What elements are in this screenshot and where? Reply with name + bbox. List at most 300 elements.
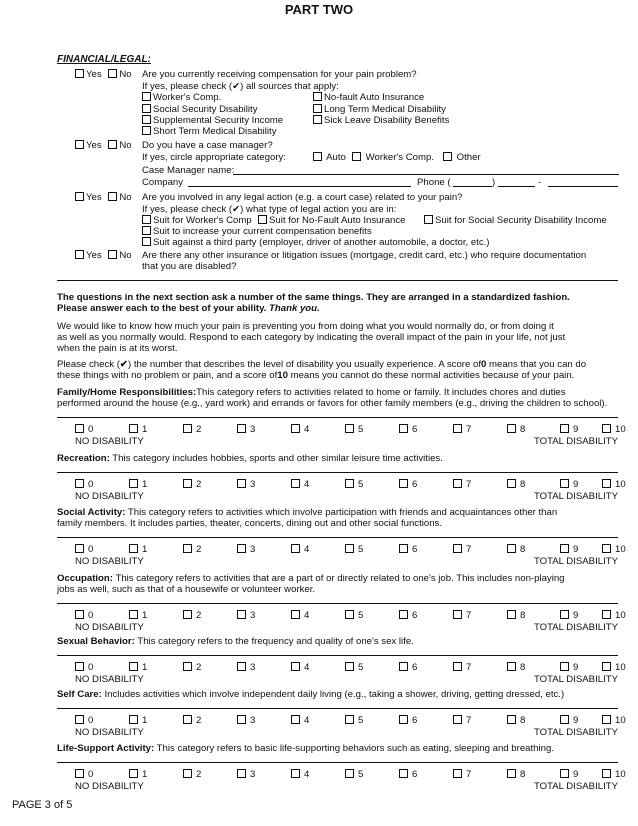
category-4-option-6[interactable]	[399, 662, 417, 673]
category-5-option-4[interactable]	[291, 715, 309, 726]
category-4-option-0-label: 0	[88, 662, 94, 673]
intro-p2b: as well as you normally would. Respond to each category by indicating the overall impact of the pain in your life, not just	[57, 332, 566, 343]
category-0-high-label: TOTAL DISABILITY	[533, 436, 618, 447]
category-6-high-label: TOTAL DISABILITY	[533, 781, 618, 792]
category-1-option-10[interactable]	[602, 479, 626, 490]
category-3-heading	[57, 573, 622, 584]
category-6-option-4-label: 4	[304, 769, 310, 780]
category-4-option-10-label: 10	[615, 662, 626, 673]
q3-opt-1-checkbox[interactable]	[258, 215, 267, 224]
category-2-option-6-label: 6	[412, 544, 418, 555]
category-6-option-9[interactable]	[560, 769, 578, 780]
category-0-option-7-checkbox[interactable]	[453, 424, 462, 433]
category-5-option-6[interactable]	[399, 715, 417, 726]
category-1-high-label: TOTAL DISABILITY	[533, 491, 618, 502]
category-1-option-8-checkbox[interactable]	[507, 479, 516, 488]
category-5-option-5[interactable]	[345, 715, 363, 726]
category-3-option-3[interactable]	[237, 610, 255, 621]
category-1-option-3[interactable]	[237, 479, 255, 490]
phone-area-field[interactable]	[453, 186, 492, 187]
category-6-option-1-label: 1	[142, 769, 148, 780]
q1-opt-4-checkbox[interactable]	[142, 115, 151, 124]
category-5-option-5-checkbox[interactable]	[345, 715, 354, 724]
category-5-rule	[57, 708, 618, 709]
q1-opt-2	[142, 104, 258, 115]
category-1-option-2[interactable]	[183, 479, 201, 490]
category-3-option-2-checkbox[interactable]	[183, 610, 192, 619]
category-1-option-2-checkbox[interactable]	[183, 479, 192, 488]
q4-answer-line[interactable]	[57, 280, 618, 281]
category-6-option-8-checkbox[interactable]	[507, 769, 516, 778]
category-3-option-3-checkbox[interactable]	[237, 610, 246, 619]
category-4-option-2-label: 2	[196, 662, 202, 673]
category-4-option-1-label: 1	[142, 662, 148, 673]
category-5-option-1-label: 1	[142, 715, 148, 726]
category-5-option-10[interactable]	[602, 715, 626, 726]
category-6-option-6-label: 6	[412, 769, 418, 780]
category-3-option-7-label: 7	[466, 610, 472, 621]
q1-opt-2-label: Social Security Disability	[153, 104, 258, 115]
category-2-option-5[interactable]	[345, 544, 363, 555]
category-6-option-1-checkbox[interactable]	[129, 769, 138, 778]
q1-opt-5-checkbox[interactable]	[313, 115, 322, 124]
category-3-option-4-checkbox[interactable]	[291, 610, 300, 619]
category-1-option-4-checkbox[interactable]	[291, 479, 300, 488]
q2-opt-0-label: Auto	[326, 152, 346, 163]
category-2-option-0-checkbox[interactable]	[75, 544, 84, 553]
intro-bold-1: The questions in the next section ask a number of the same things. They are arranged in a standardized fashion.	[57, 292, 570, 303]
category-4-desc-1: This category refers to the frequency and quality of one's sex life.	[134, 636, 414, 647]
category-4-option-7[interactable]	[453, 662, 471, 673]
category-3-option-0[interactable]	[75, 610, 93, 621]
q1-opt-1-label: No-fault Auto Insurance	[324, 92, 425, 103]
q3-opt-4-label: Suit against a third party (employer, driver of another automobile, a doctor, etc.)	[153, 237, 490, 248]
category-4-option-2-checkbox[interactable]	[183, 662, 192, 671]
category-6-option-9-checkbox[interactable]	[560, 769, 569, 778]
q3-opt-3-label: Suit to increase your current compensation benefits	[153, 226, 372, 237]
category-3-option-5-label: 5	[358, 610, 364, 621]
category-5-option-9-checkbox[interactable]	[560, 715, 569, 724]
category-0-option-0-checkbox[interactable]	[75, 424, 84, 433]
category-2-option-6[interactable]	[399, 544, 417, 555]
category-5-option-2-checkbox[interactable]	[183, 715, 192, 724]
category-3-option-8-label: 8	[520, 610, 526, 621]
category-5-high-label: TOTAL DISABILITY	[533, 727, 618, 738]
category-0-scale	[75, 424, 626, 448]
category-2-option-8[interactable]	[507, 544, 525, 555]
category-4-option-5-label: 5	[358, 662, 364, 673]
q1-yes-checkbox[interactable]	[75, 69, 84, 78]
yes-label: Yes	[86, 140, 102, 151]
category-5-option-0[interactable]	[75, 715, 93, 726]
category-6-option-3[interactable]	[237, 769, 255, 780]
category-0-option-6[interactable]	[399, 424, 417, 435]
category-4-option-3-checkbox[interactable]	[237, 662, 246, 671]
category-5-scale	[75, 715, 626, 739]
category-5-option-7-checkbox[interactable]	[453, 715, 462, 724]
category-2-option-1[interactable]	[129, 544, 147, 555]
category-1-option-1-label: 1	[142, 479, 148, 490]
category-6-option-5[interactable]	[345, 769, 363, 780]
category-3-option-1-checkbox[interactable]	[129, 610, 138, 619]
q1-opt-6-checkbox[interactable]	[142, 126, 151, 135]
category-1-option-0[interactable]	[75, 479, 93, 490]
page-title: PART TWO	[284, 2, 354, 17]
category-4-option-8[interactable]	[507, 662, 525, 673]
category-4-rule	[57, 655, 618, 656]
category-6-option-5-checkbox[interactable]	[345, 769, 354, 778]
category-0-option-5-checkbox[interactable]	[345, 424, 354, 433]
category-1-option-6-checkbox[interactable]	[399, 479, 408, 488]
category-6-option-0[interactable]	[75, 769, 93, 780]
category-5-option-3-checkbox[interactable]	[237, 715, 246, 724]
category-6-option-4-checkbox[interactable]	[291, 769, 300, 778]
q1-opt-3-label: Long Term Medical Disability	[324, 104, 446, 115]
q3-yes-no	[75, 192, 132, 203]
category-1-option-1-checkbox[interactable]	[129, 479, 138, 488]
category-4-option-1[interactable]	[129, 662, 147, 673]
category-6-option-2[interactable]	[183, 769, 201, 780]
category-5-option-8-checkbox[interactable]	[507, 715, 516, 724]
q2-no-checkbox[interactable]	[108, 140, 117, 149]
category-3-option-8[interactable]	[507, 610, 525, 621]
category-5-low-label: NO DISABILITY	[75, 727, 144, 738]
category-1-option-6[interactable]	[399, 479, 417, 490]
category-5-option-1-checkbox[interactable]	[129, 715, 138, 724]
category-0-option-10-checkbox[interactable]	[602, 424, 611, 433]
no-label: No	[119, 69, 132, 80]
category-2-option-1-checkbox[interactable]	[129, 544, 138, 553]
category-2-option-9[interactable]	[560, 544, 578, 555]
category-0-option-2[interactable]	[183, 424, 201, 435]
category-2-option-8-checkbox[interactable]	[507, 544, 516, 553]
q4-yes-no	[75, 250, 132, 261]
category-0-option-4[interactable]	[291, 424, 309, 435]
category-3-option-9[interactable]	[560, 610, 578, 621]
intro-p3b-ten: 10	[277, 370, 288, 381]
category-0-option-4-checkbox[interactable]	[291, 424, 300, 433]
category-6-option-7-checkbox[interactable]	[453, 769, 462, 778]
category-0-option-10[interactable]	[602, 424, 626, 435]
q4-yes-checkbox[interactable]	[75, 250, 84, 259]
category-6-option-2-checkbox[interactable]	[183, 769, 192, 778]
category-0-option-9-label: 9	[573, 424, 579, 435]
q3-opt-4-checkbox[interactable]	[142, 237, 151, 246]
category-0-option-5[interactable]	[345, 424, 363, 435]
category-1-option-3-checkbox[interactable]	[237, 479, 246, 488]
category-3-option-0-checkbox[interactable]	[75, 610, 84, 619]
category-5-option-4-label: 4	[304, 715, 310, 726]
category-6-option-1[interactable]	[129, 769, 147, 780]
q2-opt-0	[313, 152, 346, 163]
category-3-option-8-checkbox[interactable]	[507, 610, 516, 619]
category-5-label: Self Care:	[57, 689, 102, 700]
section-label: FINANCIAL/LEGAL:	[57, 54, 151, 65]
category-5-option-10-checkbox[interactable]	[602, 715, 611, 724]
category-4-option-7-checkbox[interactable]	[453, 662, 462, 671]
phone-label: Phone (	[417, 177, 451, 188]
category-5-option-7[interactable]	[453, 715, 471, 726]
intro-p2a: We would like to know how much your pain is preventing you from doing what you would normally do, or from doing it	[57, 321, 554, 332]
category-6-option-0-label: 0	[88, 769, 94, 780]
category-3-scale	[75, 610, 626, 634]
category-1-low-label: NO DISABILITY	[75, 491, 144, 502]
q2-opt-1-checkbox[interactable]	[352, 152, 361, 161]
q1-opt-0-checkbox[interactable]	[142, 92, 151, 101]
intro-p3a	[57, 359, 622, 370]
category-6-option-3-checkbox[interactable]	[237, 769, 246, 778]
category-3-option-2[interactable]	[183, 610, 201, 621]
category-2-option-2-label: 2	[196, 544, 202, 555]
category-2-option-8-label: 8	[520, 544, 526, 555]
category-6-option-8[interactable]	[507, 769, 525, 780]
category-3-option-9-checkbox[interactable]	[560, 610, 569, 619]
category-3-option-4-label: 4	[304, 610, 310, 621]
category-3-option-6-checkbox[interactable]	[399, 610, 408, 619]
no-label: No	[119, 140, 132, 151]
category-6-option-0-checkbox[interactable]	[75, 769, 84, 778]
category-1-option-1[interactable]	[129, 479, 147, 490]
category-0-option-9[interactable]	[560, 424, 578, 435]
category-0-option-5-label: 5	[358, 424, 364, 435]
category-5-option-9[interactable]	[560, 715, 578, 726]
category-5-heading	[57, 689, 622, 700]
category-4-option-5[interactable]	[345, 662, 363, 673]
category-1-option-7[interactable]	[453, 479, 471, 490]
category-5-option-9-label: 9	[573, 715, 579, 726]
category-6-option-10-checkbox[interactable]	[602, 769, 611, 778]
q2-opt-2-checkbox[interactable]	[443, 152, 452, 161]
category-0-option-1-checkbox[interactable]	[129, 424, 138, 433]
category-3-option-7[interactable]	[453, 610, 471, 621]
category-1-option-10-checkbox[interactable]	[602, 479, 611, 488]
category-2-option-4-label: 4	[304, 544, 310, 555]
category-3-option-10[interactable]	[602, 610, 626, 621]
q2-opt-0-checkbox[interactable]	[313, 152, 322, 161]
category-0-option-1[interactable]	[129, 424, 147, 435]
category-1-option-9[interactable]	[560, 479, 578, 490]
category-6-option-4[interactable]	[291, 769, 309, 780]
category-3-option-2-label: 2	[196, 610, 202, 621]
category-3-option-4[interactable]	[291, 610, 309, 621]
intro-p3a-1: Please check (	[57, 359, 120, 370]
category-2-option-3[interactable]	[237, 544, 255, 555]
category-5-option-8[interactable]	[507, 715, 525, 726]
company-field[interactable]	[188, 186, 411, 187]
category-6-option-8-label: 8	[520, 769, 526, 780]
category-1-option-10-label: 10	[615, 479, 626, 490]
q4-no-checkbox[interactable]	[108, 250, 117, 259]
category-4-option-5-checkbox[interactable]	[345, 662, 354, 671]
phone-close: )	[492, 177, 496, 188]
category-4-option-10-checkbox[interactable]	[602, 662, 611, 671]
page-footer: PAGE 3 of 5	[12, 799, 73, 811]
category-5-option-6-checkbox[interactable]	[399, 715, 408, 724]
intro-p2c: when the pain is at its worst.	[57, 343, 178, 354]
case-manager-label: Case Manager name:	[142, 165, 235, 176]
category-1-option-5-checkbox[interactable]	[345, 479, 354, 488]
category-5-option-3[interactable]	[237, 715, 255, 726]
category-4-option-0[interactable]	[75, 662, 93, 673]
category-1-option-8[interactable]	[507, 479, 525, 490]
category-2-option-5-checkbox[interactable]	[345, 544, 354, 553]
category-4-option-0-checkbox[interactable]	[75, 662, 84, 671]
category-1-option-4-label: 4	[304, 479, 310, 490]
q1-opt-1	[313, 92, 424, 103]
category-4-option-4-label: 4	[304, 662, 310, 673]
category-6-option-6[interactable]	[399, 769, 417, 780]
category-3-option-1[interactable]	[129, 610, 147, 621]
category-2-option-9-label: 9	[573, 544, 579, 555]
category-3-high-label: TOTAL DISABILITY	[533, 622, 618, 633]
category-0-option-3-checkbox[interactable]	[237, 424, 246, 433]
category-2-option-0[interactable]	[75, 544, 93, 555]
category-4-option-8-checkbox[interactable]	[507, 662, 516, 671]
category-2-option-10[interactable]	[602, 544, 626, 555]
q3-opt-3-checkbox[interactable]	[142, 226, 151, 235]
category-2-option-7-checkbox[interactable]	[453, 544, 462, 553]
category-4-option-7-label: 7	[466, 662, 472, 673]
category-2-option-9-checkbox[interactable]	[560, 544, 569, 553]
category-1-option-0-checkbox[interactable]	[75, 479, 84, 488]
category-3-option-10-checkbox[interactable]	[602, 610, 611, 619]
category-4-option-1-checkbox[interactable]	[129, 662, 138, 671]
category-4-option-10[interactable]	[602, 662, 626, 673]
category-4-option-6-label: 6	[412, 662, 418, 673]
category-3-option-6[interactable]	[399, 610, 417, 621]
q1-opt-3-checkbox[interactable]	[313, 104, 322, 113]
category-0-option-8-label: 8	[520, 424, 526, 435]
category-2-option-3-checkbox[interactable]	[237, 544, 246, 553]
category-0-desc-2: performed around the house (e.g., yard work) and errands or favors for other family members (e.g., driving the children to school).	[57, 398, 608, 409]
category-2-option-2-checkbox[interactable]	[183, 544, 192, 553]
category-4-option-3[interactable]	[237, 662, 255, 673]
category-3-label: Occupation:	[57, 573, 113, 584]
category-0-option-8-checkbox[interactable]	[507, 424, 516, 433]
category-4-option-4[interactable]	[291, 662, 309, 673]
yes-label: Yes	[86, 192, 102, 203]
category-2-option-10-checkbox[interactable]	[602, 544, 611, 553]
category-4-option-6-checkbox[interactable]	[399, 662, 408, 671]
phone-dash: -	[538, 177, 542, 188]
category-1-heading	[57, 453, 622, 464]
intro-p3b-2: means you cannot do these normal activities because of your pain.	[287, 370, 575, 381]
category-3-option-1-label: 1	[142, 610, 148, 621]
category-6-option-7[interactable]	[453, 769, 471, 780]
category-5-option-6-label: 6	[412, 715, 418, 726]
category-0-option-0[interactable]	[75, 424, 93, 435]
q3-yes-checkbox[interactable]	[75, 192, 84, 201]
category-4-option-9[interactable]	[560, 662, 578, 673]
category-5-option-1[interactable]	[129, 715, 147, 726]
category-0-option-1-label: 1	[142, 424, 148, 435]
q3-no-checkbox[interactable]	[108, 192, 117, 201]
category-0-option-4-label: 4	[304, 424, 310, 435]
q3-opt-2-label: Suit for Social Security Disability Income	[435, 215, 607, 226]
category-2-desc-2: family members. It includes parties, theater, concerts, dining out and other social functions.	[57, 518, 443, 529]
category-6-option-6-checkbox[interactable]	[399, 769, 408, 778]
q3-opt-2-checkbox[interactable]	[424, 215, 433, 224]
phone-prefix-field[interactable]	[498, 186, 535, 187]
intro-p3a-2: ) the number that describes the level of disability you usually experience. A score of	[127, 359, 481, 370]
category-1-option-7-checkbox[interactable]	[453, 479, 462, 488]
category-5-option-8-label: 8	[520, 715, 526, 726]
category-0-option-3[interactable]	[237, 424, 255, 435]
q1-opt-2-checkbox[interactable]	[142, 104, 151, 113]
category-4-scale	[75, 662, 626, 686]
category-3-option-5[interactable]	[345, 610, 363, 621]
category-3-option-9-label: 9	[573, 610, 579, 621]
q1-no-checkbox[interactable]	[108, 69, 117, 78]
q2-sub: If yes, circle appropriate category:	[142, 152, 286, 163]
intro-p3b	[57, 370, 622, 381]
category-3-option-10-label: 10	[615, 610, 626, 621]
q4-text-1: Are there any other insurance or litigation issues (mortgage, credit card, etc.) who require documentation	[142, 250, 587, 261]
category-4-option-9-checkbox[interactable]	[560, 662, 569, 671]
category-2-option-4-checkbox[interactable]	[291, 544, 300, 553]
category-6-option-10-label: 10	[615, 769, 626, 780]
category-5-option-2[interactable]	[183, 715, 201, 726]
q3-opt-0-checkbox[interactable]	[142, 215, 151, 224]
category-5-option-0-checkbox[interactable]	[75, 715, 84, 724]
category-5-option-4-checkbox[interactable]	[291, 715, 300, 724]
category-3-option-7-checkbox[interactable]	[453, 610, 462, 619]
category-1-option-9-checkbox[interactable]	[560, 479, 569, 488]
category-1-option-2-label: 2	[196, 479, 202, 490]
category-1-option-6-label: 6	[412, 479, 418, 490]
category-1-option-4[interactable]	[291, 479, 309, 490]
category-1-option-9-label: 9	[573, 479, 579, 490]
q2-yes-checkbox[interactable]	[75, 140, 84, 149]
category-5-option-0-label: 0	[88, 715, 94, 726]
q1-opt-3	[313, 104, 446, 115]
category-5-option-7-label: 7	[466, 715, 472, 726]
q1-opt-5	[313, 115, 449, 126]
category-2-scale	[75, 544, 626, 568]
category-0-option-7[interactable]	[453, 424, 471, 435]
category-6-option-10[interactable]	[602, 769, 626, 780]
q1-opt-0	[142, 92, 221, 103]
phone-number-field[interactable]	[548, 186, 618, 187]
category-2-option-7[interactable]	[453, 544, 471, 555]
category-2-option-6-checkbox[interactable]	[399, 544, 408, 553]
yes-label: Yes	[86, 250, 102, 261]
q2-text: Do you have a case manager?	[142, 140, 273, 151]
category-0-option-2-checkbox[interactable]	[183, 424, 192, 433]
category-2-option-4[interactable]	[291, 544, 309, 555]
category-0-desc-1: This category refers to activities related to home or family. It includes chores and duties	[196, 387, 566, 398]
q3-opt-0	[142, 215, 252, 226]
category-0-option-10-label: 10	[615, 424, 626, 435]
category-0-option-9-checkbox[interactable]	[560, 424, 569, 433]
category-2-heading	[57, 507, 622, 518]
category-1-option-3-label: 3	[250, 479, 256, 490]
case-manager-field[interactable]	[233, 174, 619, 175]
category-3-option-5-checkbox[interactable]	[345, 610, 354, 619]
category-2-low-label: NO DISABILITY	[75, 556, 144, 567]
q1-opt-5-label: Sick Leave Disability Benefits	[324, 115, 450, 126]
no-label: No	[119, 250, 132, 261]
category-4-option-4-checkbox[interactable]	[291, 662, 300, 671]
category-0-option-8[interactable]	[507, 424, 525, 435]
q1-opt-1-checkbox[interactable]	[313, 92, 322, 101]
category-1-option-5[interactable]	[345, 479, 363, 490]
category-2-option-1-label: 1	[142, 544, 148, 555]
category-2-option-10-label: 10	[615, 544, 626, 555]
category-2-option-2[interactable]	[183, 544, 201, 555]
category-4-option-2[interactable]	[183, 662, 201, 673]
category-0-option-6-checkbox[interactable]	[399, 424, 408, 433]
